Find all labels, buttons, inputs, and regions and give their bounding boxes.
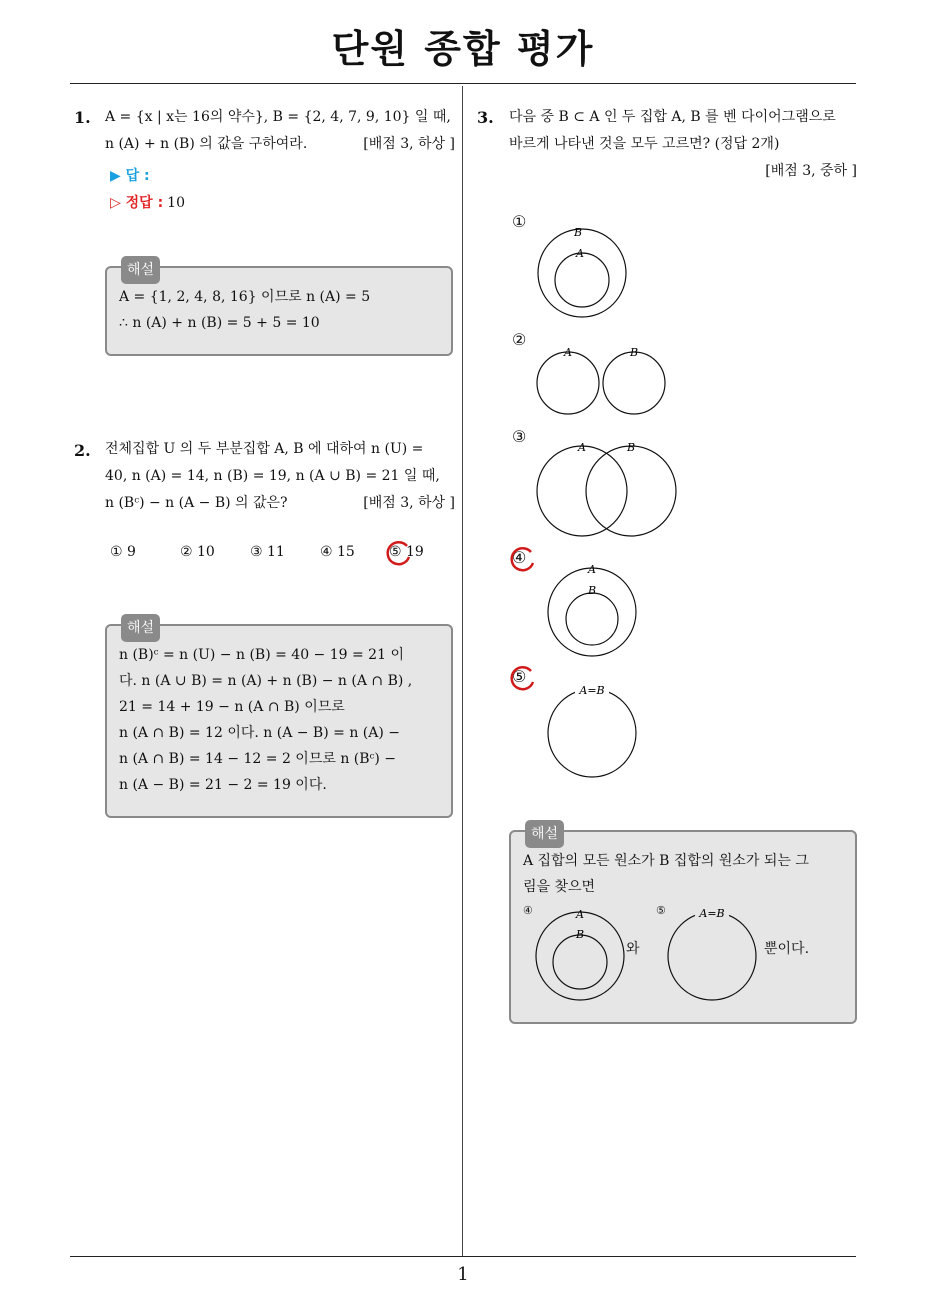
solution-3-line: A 집합의 모든 원소가 B 집합의 원소가 되는 그: [523, 853, 809, 869]
solution-2-line: 다. n (A ∪ B) = n (A) + n (B) − n (A ∩ B) ,: [119, 673, 413, 689]
venn-inner-circle: [555, 253, 609, 307]
question-1-score: [배점 3, 하상 ]: [363, 136, 455, 152]
solution-tag: 해설: [121, 256, 160, 284]
venn-diagram-option-1: [530, 222, 640, 322]
question-1-number: 1.: [74, 108, 91, 127]
choice-5[interactable]: ⑤ 19: [389, 544, 424, 560]
solution-3-ending: 뿐이다.: [764, 941, 810, 957]
answer-line: [110, 165, 150, 185]
header-rule: [70, 83, 856, 84]
venn-label: B: [575, 928, 585, 941]
solution-tag: 해설: [525, 820, 564, 848]
question-2-line2: 40, n (A) = 14, n (B) = 19, n (A ∪ B) = 21 일 때,: [105, 468, 440, 484]
venn-diagram-option-3: [530, 440, 690, 540]
solution-venn-nested: [533, 906, 633, 1002]
venn-outer-circle: [538, 229, 626, 317]
solution-box-3: [509, 826, 857, 1024]
question-1-line1: A = {x | x는 16의 약수}, B = {2, 4, 7, 9, 10} 일 때,: [105, 109, 451, 125]
question-2-number: 2.: [74, 441, 91, 460]
venn-label: B: [629, 346, 639, 359]
answer-label: ▶ 답 :: [110, 168, 150, 184]
venn-label: A: [564, 346, 572, 359]
solution-box-2: [105, 620, 453, 818]
correct-answer-label: ▷ 정답 :: [110, 195, 164, 211]
venn-label: B: [626, 441, 636, 454]
venn-left-circle: [537, 352, 599, 414]
venn-inner-circle: [566, 593, 618, 645]
solution-venn-equal: [665, 906, 765, 1002]
venn-right-circle: [586, 446, 676, 536]
question-2-line1: 전체집합 U 의 두 부분집합 A, B 에 대하여 n (U) =: [105, 441, 424, 457]
venn-label: B: [573, 226, 583, 239]
question-3-line2: 바르게 나타낸 것을 모두 고르면? (정답 2개): [509, 136, 780, 152]
solution-2-line: n (B)ᶜ = n (U) − n (B) = 40 − 19 = 21 이: [119, 647, 404, 663]
solution-2-line: 21 = 14 + 19 − n (A ∩ B) 이므로: [119, 699, 345, 715]
question-2-text: [105, 436, 455, 517]
question-1-line2-text: n (A) + n (B) 의 값을 구하여라.: [105, 136, 308, 152]
option-5-label[interactable]: ⑤: [512, 667, 527, 686]
correct-answer-value: 10: [167, 195, 185, 211]
option-1-label[interactable]: ①: [512, 212, 527, 231]
solution-2-body: [107, 626, 451, 806]
correct-answer-line: [110, 192, 185, 212]
solution-3-connector: 와: [626, 941, 640, 957]
venn-outer-circle: [548, 568, 636, 656]
venn-diagram-option-5: [540, 681, 650, 781]
venn-label: B: [587, 584, 597, 597]
question-3-number: 3.: [477, 108, 494, 127]
question-3-score: [배점 3, 중하 ]: [765, 163, 857, 179]
solution-3-line: 림을 찾으면: [523, 879, 596, 895]
venn-right-circle: [603, 352, 665, 414]
page-title: 단원 종합 평가: [331, 27, 595, 71]
option-2-label[interactable]: ②: [512, 330, 527, 349]
question-2-line3-text: n (Bᶜ) − n (A − B) 의 값은?: [105, 495, 288, 511]
column-divider: [462, 86, 463, 1256]
footer-rule: [70, 1256, 856, 1257]
solution-1-line: ∴ n (A) + n (B) = 5 + 5 = 10: [119, 315, 320, 331]
solution-tag: 해설: [121, 614, 160, 642]
solution-3-mini-label: ④: [523, 904, 533, 917]
venn-left-circle: [537, 446, 627, 536]
option-3-label[interactable]: ③: [512, 427, 527, 446]
venn-label: A: [576, 247, 584, 260]
venn-label: A: [576, 908, 584, 921]
venn-diagram-option-2: [530, 343, 680, 423]
choice-1[interactable]: ① 9: [110, 544, 136, 560]
question-3-text: [509, 104, 857, 185]
page-number: 1: [457, 1264, 469, 1285]
choice-2[interactable]: ② 10: [180, 544, 215, 560]
option-4-label[interactable]: ④: [512, 548, 527, 567]
question-3-line1: 다음 중 B ⊂ A 인 두 집합 A, B 를 벤 다이어그램으로: [509, 109, 836, 125]
venn-equal-circle: [548, 689, 636, 777]
question-1-text: [105, 104, 455, 158]
choice-3[interactable]: ③ 11: [250, 544, 285, 560]
question-2-score: [배점 3, 하상 ]: [363, 495, 455, 511]
question-1-line2: [105, 131, 455, 158]
solution-box-1: [105, 262, 453, 356]
answer-mark-icon: [507, 663, 537, 693]
answer-mark-icon: [507, 544, 537, 574]
solution-1-line: A = {1, 2, 4, 8, 16} 이므로 n (A) = 5: [119, 289, 371, 305]
venn-label: A: [588, 563, 596, 576]
answer-mark-icon: [383, 538, 413, 568]
venn-diagram-option-4: [540, 561, 650, 661]
solution-2-line: n (A ∩ B) = 12 이다. n (A − B) = n (A) −: [119, 725, 400, 741]
venn-label: A: [578, 441, 586, 454]
venn-label: A=B: [699, 907, 725, 920]
solution-2-line: n (A − B) = 21 − 2 = 19 이다.: [119, 777, 327, 793]
venn-label: A=B: [579, 684, 605, 697]
solution-3-mini-label: ⑤: [656, 904, 666, 917]
question-2-line3: [105, 490, 455, 517]
choice-4[interactable]: ④ 15: [320, 544, 355, 560]
solution-2-line: n (A ∩ B) = 14 − 12 = 2 이므로 n (Bᶜ) −: [119, 751, 397, 767]
